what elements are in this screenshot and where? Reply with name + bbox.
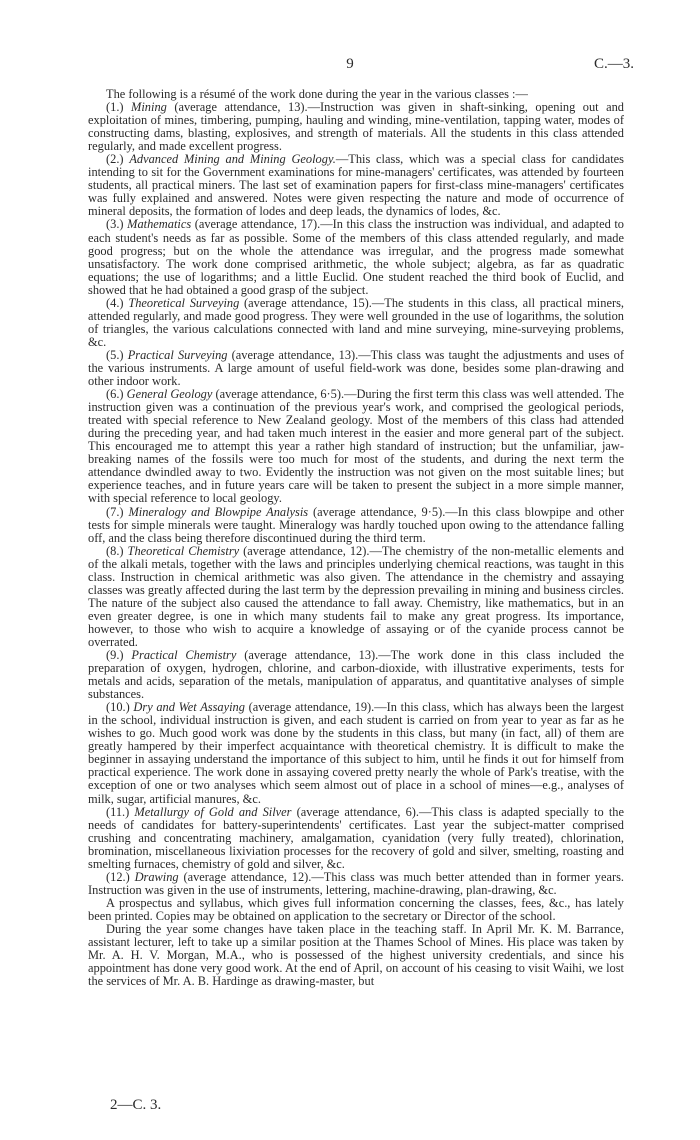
class-description: (average attendance, 9·5).—In this class blowpipe and other tests for simple minerals were taught. Mineralogy was hardly touched upon owing to the attendance falling off, and the class being therefore discontinued during the third term. (88, 504, 624, 545)
class-title: Metallurgy of Gold and Silver (134, 804, 292, 819)
class-number: (5.) (106, 347, 124, 362)
class-paragraph (88, 153, 624, 218)
class-title: Advanced Mining and Mining Geology. (129, 152, 336, 167)
class-number: (11.) (106, 804, 130, 819)
class-title: Theoretical Surveying (128, 295, 240, 310)
class-description: (average attendance, 19).—In this class, which has always been the largest in the school, individual instruction is given, and each student is carried on from year to year as far as he wishes to go. Much good work was done by the students in this class, but many (in fact, all) of them are greatly hampered by their imperfect acquaintance with theoretical chemistry. It is difficult to make the beginner in assaying understand the importance of this subject to him, until he finds it out for himself from practical experience. The work done in assaying covered pretty nearly the whole of Park's treatise, with the exception of one or two analyses which seem almost out of place in a school of mines—e.g., analyses of milk, sugar, artificial manures, &c. (88, 700, 624, 806)
class-title: Mining (131, 100, 167, 115)
sheet-reference: 2—C. 3. (110, 1097, 162, 1113)
class-paragraph (88, 388, 624, 505)
class-description: (average attendance, 17).—In this class the instruction was individual, and adapted to each student's needs as far as possible. Some of the members of this class attended regularly, and made good progress; but on the whole the attendance was irregular, and the progress made somewhat unsatisfactory. The work done comprised arithmetic, the whole subject; algebra, as far as quadratic equations; the use of logarithms; and a little Euclid. One student reached the third book of Euclid, and showed that he had obtained a good grasp of the subject. (88, 217, 624, 297)
class-paragraph (88, 806, 624, 871)
class-number: (6.) (106, 387, 124, 402)
class-description: (average attendance, 6).—This class is adapted specially to the needs of candidates for battery-superintendents' certificates. Last year the subject-matter comprised crushing and concentrating machinery, amalgamation, cyanidation (very fully treated), chlorination, bromination, miscellaneous lixiviation processes for the recovery of gold and silver, smelting, roasting and smelting furnaces, chemistry of gold and silver, &c. (88, 804, 624, 871)
class-description: (average attendance, 13).—This class was taught the adjustments and uses of the various instruments. A large amount of useful field-work was done, besides some plan-drawing and other indoor work. (88, 347, 624, 389)
class-paragraph (88, 297, 624, 349)
class-paragraph (88, 871, 624, 897)
class-number: (7.) (106, 504, 124, 519)
class-paragraph (88, 218, 624, 296)
class-paragraph (88, 545, 624, 649)
class-paragraph (88, 649, 624, 701)
page-number: 9 (346, 56, 354, 72)
intro-paragraph: The following is a résumé of the work done during the year in the various classes :— (106, 87, 528, 101)
class-number: (10.) (106, 700, 130, 715)
document-reference: C.—3. (593, 56, 634, 72)
class-number: (3.) (106, 217, 124, 232)
staff-changes-paragraph: During the year some changes have taken place in the teaching staff. In April Mr. K. M. Barrance, assistant lecturer, left to take up a similar position at the Thames School of Mines. His place was taken by Mr. A. H. V. Morgan, M.A., who is possessed of the highest university credentials, and since his appointment has done very good work. At the end of April, on account of his ceasing to visit Waihi, we lost the services of Mr. A. B. Hardinge as drawing-master, but (88, 922, 624, 989)
class-description: (average attendance, 6·5).—During the first term this class was well attended. The instruction given was a continuation of the previous year's work, and comprised the geological periods, treated with special reference to New Zealand geology. Most of the members of this class had attended during the preceding year, and had taken much interest in the easier and more general part of the subject. This encouraged me to attempt this year a rather high standard of instruction; but the unfamiliar, jaw-breaking names of the fossils were too much for most of the students, and during the next term the attendance dwindled away to two. Evidently the instruction was not given on the most suitable lines; but experience teaches, and in future years care will be taken to present the subject in a more simple manner, with special reference to local geology. (88, 387, 624, 506)
class-paragraph (88, 506, 624, 545)
class-number: (9.) (106, 648, 124, 663)
class-number: (8.) (106, 543, 124, 558)
classes-list (88, 101, 624, 897)
class-description: (average attendance, 12).—This class was much better attended than in former years. Instruction was given in the use of instruments, lettering, machine-drawing, plan-drawing, &c. (88, 869, 624, 897)
class-paragraph (88, 349, 624, 388)
class-title: Practical Surveying (127, 347, 228, 362)
class-number: (12.) (106, 869, 130, 884)
class-description: (average attendance, 13).—Instruction was given in shaft-sinking, opening out and exploitation of mines, timbering, pumping, hauling and winding, mine-ventilation, tapping water, modes of constructing dams, blasting, explosives, and strength of materials. All the students in this class attended regularly, and made excellent progress. (88, 100, 624, 154)
class-description: (average attendance, 13).—The work done in this class included the preparation of oxygen, hydrogen, chlorine, and carbon-dioxide, with illustrative experiments, tests for metals and acids, separation of the metals, manipulation of apparatus, and quantitative analyses of simple substances. (88, 648, 624, 702)
class-number: (2.) (106, 152, 124, 167)
class-number: (1.) (106, 100, 124, 115)
class-number: (4.) (106, 295, 124, 310)
class-title: Theoretical Chemistry (127, 543, 240, 558)
class-description: (average attendance, 12).—The chemistry of the non-metallic elements and of the alkali metals, together with the laws and principles underlying chemical reactions, was taught in this class. Instruction in chemical arithmetic was also given. The attendance in the chemistry and assaying classes was greatly affected during the last term by the depression prevailing in mining and business circles. The nature of the subject also caused the attendance to fall away. Chemistry, like mathematics, but in an even greater degree, is one in which many students fail to make any great progress. Its importance, however, to those who wish to acquire a knowledge of assaying or of the cyanide process cannot be overrated. (88, 543, 624, 649)
class-title: Mathematics (127, 217, 192, 232)
class-title: Practical Chemistry (131, 648, 237, 663)
class-description: (average attendance, 15).—The students in this class, all practical miners, attended regularly, and made good progress. They were well grounded in the use of logarithms, the solution of triangles, the various calculations connected with land and mine surveying, mine-surveying problems, &c. (88, 295, 624, 349)
prospectus-paragraph: A prospectus and syllabus, which gives full information concerning the classes, fees, &c., has lately been printed. Copies may be obtained on application to the secretary or Director of the school. (88, 895, 624, 923)
class-paragraph (88, 701, 624, 805)
class-title: Mineralogy and Blowpipe Analysis (128, 504, 309, 519)
class-description: —This class, which was a special class for candidates intending to sit for the Government examinations for mine-managers' certificates, was attended by fourteen students, all practical miners. The last set of examination papers for first-class mine-managers' certificates was fully explained and answered. Notes were given respecting the nature and mode of occurrence of mineral deposits, the formation of lodes and deep leads, the dynamics of lodes, &c. (88, 152, 624, 219)
report-body (88, 88, 624, 988)
class-paragraph (88, 101, 624, 153)
class-title: General Geology (126, 387, 213, 402)
class-title: Drawing (134, 869, 179, 884)
class-title: Dry and Wet Assaying (133, 700, 245, 715)
